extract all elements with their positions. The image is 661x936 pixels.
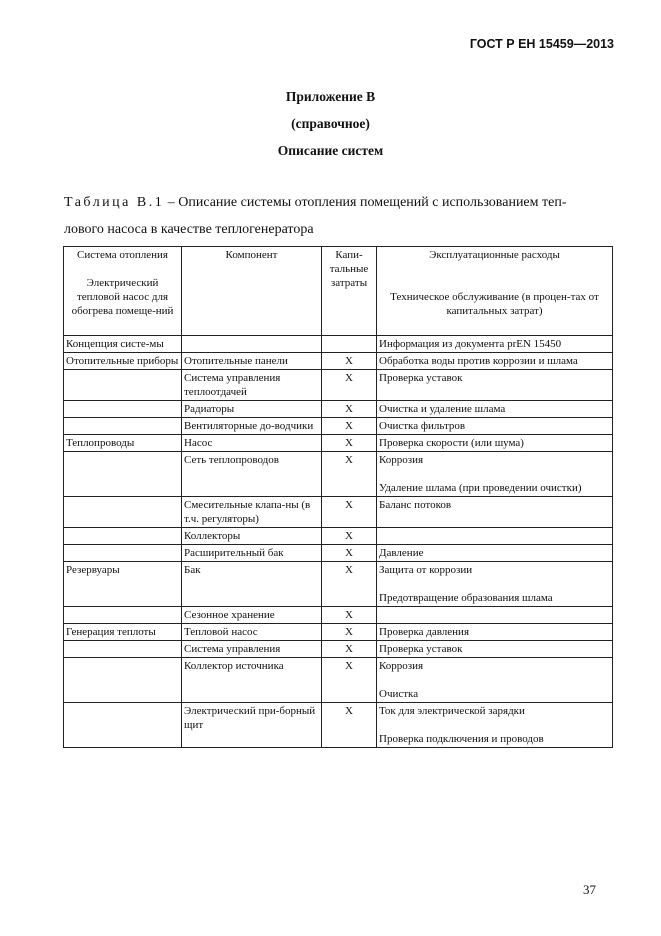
component-cell: Отопительные панели <box>182 353 322 370</box>
operating-line: Коррозия <box>379 660 424 672</box>
operating-line: Очистка и удаление шлама <box>379 403 506 415</box>
operating-line: Проверка давления <box>379 626 469 638</box>
system-cell <box>64 641 182 658</box>
appendix-subtitle: Описание систем <box>277 143 384 158</box>
operating-cell <box>377 641 613 658</box>
operating-cell <box>377 528 613 545</box>
component-cell: Тепловой насос <box>182 624 322 641</box>
capital-cell: X <box>322 497 377 528</box>
system-cell <box>64 452 182 497</box>
component-cell: Система управления <box>182 641 322 658</box>
table-row <box>64 497 613 528</box>
operating-line: Давление <box>379 547 424 559</box>
operating-line: Предотвращение образования шлама <box>379 592 553 604</box>
header-capital: Капи-тальные затраты <box>322 247 377 336</box>
operating-cell <box>377 545 613 562</box>
component-cell: Система управления теплоотдачей <box>182 370 322 401</box>
system-cell: Отопительные приборы <box>64 353 182 370</box>
table-row <box>64 607 613 624</box>
capital-cell: X <box>322 607 377 624</box>
capital-cell: X <box>322 562 377 607</box>
appendix-type: (справочное) <box>291 116 370 131</box>
system-cell <box>64 545 182 562</box>
operating-line: Баланс потоков <box>379 499 452 511</box>
capital-cell: X <box>322 370 377 401</box>
systems-table <box>63 246 613 748</box>
table-row <box>64 418 613 435</box>
operating-line: Информация из документа prEN 15450 <box>379 338 562 350</box>
operating-cell <box>377 562 613 607</box>
capital-cell: X <box>322 624 377 641</box>
capital-cell: X <box>322 641 377 658</box>
capital-cell: X <box>322 401 377 418</box>
table-row <box>64 624 613 641</box>
table-row <box>64 641 613 658</box>
component-cell: Коллекторы <box>182 528 322 545</box>
system-cell: Генерация теплоты <box>64 624 182 641</box>
operating-cell <box>377 452 613 497</box>
table-row <box>64 545 613 562</box>
capital-cell <box>322 336 377 353</box>
capital-cell: X <box>322 658 377 703</box>
component-cell: Сеть теплопроводов <box>182 452 322 497</box>
operating-cell <box>377 703 613 748</box>
operating-line: Обработка воды против коррозии и шлама <box>379 355 578 367</box>
operating-line: Проверка подключения и проводов <box>379 733 544 745</box>
table-header-row <box>64 247 613 336</box>
component-cell: Коллектор источника <box>182 658 322 703</box>
system-cell <box>64 370 182 401</box>
header-operating: Эксплуатационные расходы Техническое обслуживание (в процен-тах от капитальных затрат) <box>377 247 613 336</box>
system-cell: Резервуары <box>64 562 182 607</box>
operating-line: Проверка уставок <box>379 372 463 384</box>
operating-cell <box>377 401 613 418</box>
appendix-title: Приложение В <box>285 89 376 104</box>
operating-cell <box>377 658 613 703</box>
capital-cell: X <box>322 545 377 562</box>
operating-line: Защита от коррозии <box>379 564 473 576</box>
operating-cell <box>377 624 613 641</box>
operating-cell <box>377 497 613 528</box>
operating-line: Очистка <box>379 688 419 700</box>
system-cell <box>64 528 182 545</box>
capital-cell: X <box>322 418 377 435</box>
table-row <box>64 353 613 370</box>
capital-cell: X <box>322 703 377 748</box>
operating-line: Очистка фильтров <box>379 420 466 432</box>
table-row <box>64 562 613 607</box>
table-row <box>64 528 613 545</box>
table-caption-label: Таблица В.1 <box>64 195 165 210</box>
table-row <box>64 703 613 748</box>
operating-cell <box>377 353 613 370</box>
operating-cell <box>377 418 613 435</box>
table-row <box>64 370 613 401</box>
system-cell <box>64 658 182 703</box>
component-cell: Насос <box>182 435 322 452</box>
capital-cell: X <box>322 452 377 497</box>
component-cell <box>182 336 322 353</box>
component-cell: Электрический при-борный щит <box>182 703 322 748</box>
system-cell <box>64 703 182 748</box>
table-row <box>64 452 613 497</box>
capital-cell: X <box>322 528 377 545</box>
page-number: 37 <box>583 882 596 897</box>
component-cell: Смесительные клапа-ны (в т.ч. регуляторы) <box>182 497 322 528</box>
operating-line: Проверка скорости (или шума) <box>379 437 524 449</box>
component-cell: Сезонное хранение <box>182 607 322 624</box>
table-caption-continued: лового насоса в качестве теплогенератора <box>64 222 314 237</box>
capital-cell: X <box>322 353 377 370</box>
table-row <box>64 336 613 353</box>
system-cell <box>64 401 182 418</box>
operating-cell <box>377 370 613 401</box>
system-cell <box>64 497 182 528</box>
operating-line: Коррозия <box>379 454 424 466</box>
header-component: Компонент <box>182 247 322 336</box>
capital-cell: X <box>322 435 377 452</box>
system-cell: Теплопроводы <box>64 435 182 452</box>
operating-line: Проверка уставок <box>379 643 463 655</box>
component-cell: Радиаторы <box>182 401 322 418</box>
operating-line: Ток для электрической зарядки <box>379 705 525 717</box>
component-cell: Вентиляторные до-водчики <box>182 418 322 435</box>
table-caption <box>64 195 616 211</box>
table-row <box>64 401 613 418</box>
system-cell: Концепция систе-мы <box>64 336 182 353</box>
component-cell: Расширительный бак <box>182 545 322 562</box>
system-cell <box>64 418 182 435</box>
header-system: Система отопления Электрический тепловой насос для обогрева помеще-ний <box>64 247 182 336</box>
operating-line: Удаление шлама (при проведении очистки) <box>379 482 582 494</box>
component-cell: Бак <box>182 562 322 607</box>
system-cell <box>64 607 182 624</box>
operating-cell <box>377 336 613 353</box>
operating-cell <box>377 607 613 624</box>
document-code: ГОСТ Р ЕН 15459—2013 <box>469 37 614 51</box>
operating-cell <box>377 435 613 452</box>
table-row <box>64 435 613 452</box>
table-caption-text: – Описание системы отопления помещений с использованием теп- <box>164 195 567 210</box>
table-row <box>64 658 613 703</box>
